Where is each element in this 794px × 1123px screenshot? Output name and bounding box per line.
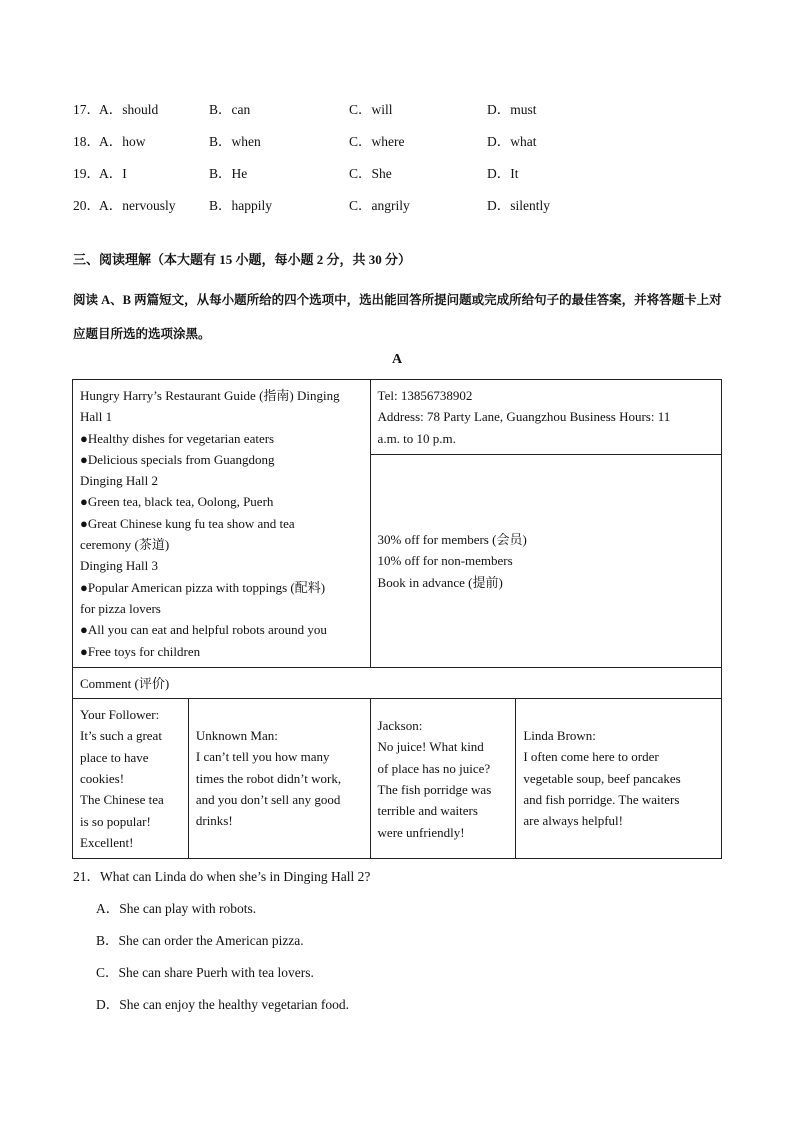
answer-c: C．She can share Puerh with tea lovers. — [96, 965, 314, 980]
comment-line: were unfriendly! — [377, 824, 465, 840]
question-number: 17． — [73, 102, 100, 117]
guide-line: ●All you can eat and helpful robots around you — [80, 622, 327, 638]
comment-line: The Chinese tea — [80, 792, 164, 808]
option-a: A．how — [99, 134, 146, 149]
comment-line: times the robot didn’t work, — [195, 770, 342, 786]
question-21: 21．What can Linda do when she’s in Dinging Hall 2? — [73, 869, 371, 884]
guide-line: Dinging Hall 2 — [80, 473, 158, 489]
guide-line: ●Green tea, black tea, Oolong, Puerh — [80, 494, 274, 510]
guide-line: ●Great Chinese kung fu tea show and tea — [80, 515, 295, 531]
comment-line: vegetable soup, beef pancakes — [523, 770, 681, 786]
option-a: A．nervously — [99, 198, 176, 213]
offer-line: 10% off for non-members — [377, 553, 513, 569]
comment-line: No juice! What kind — [377, 739, 484, 755]
guide-line: ●Free toys for children — [80, 643, 201, 659]
option-d: D．It — [487, 166, 519, 181]
comment-line: Jackson: — [377, 718, 423, 734]
comment-line: Your Follower: — [80, 707, 160, 723]
comment-jackson — [370, 699, 516, 859]
comment-line: I can’t tell you how many — [195, 749, 330, 765]
guide-line: ●Healthy dishes for vegetarian eaters — [80, 430, 275, 446]
passage-label: A — [391, 352, 403, 367]
guide-line: Dinging Hall 3 — [80, 558, 158, 574]
contact-line: a.m. to 10 p.m. — [377, 430, 456, 446]
option-d: D．must — [487, 102, 537, 117]
option-d: D．what — [487, 134, 537, 149]
question-number: 20． — [73, 198, 100, 213]
option-d: D．silently — [487, 198, 550, 213]
question-number: 18． — [73, 134, 100, 149]
guide-line: ●Popular American pizza with toppings (配料) — [80, 579, 326, 595]
comment-follower — [73, 699, 189, 859]
option-a: A．I — [99, 166, 127, 181]
comment-line: Linda Brown: — [523, 728, 596, 744]
comment-line: of place has no juice? — [377, 760, 491, 776]
guide-line: ceremony (茶道) — [80, 537, 170, 553]
answer-a: A．She can play with robots. — [96, 901, 257, 916]
contact-line: Tel: 13856738902 — [377, 388, 473, 403]
comment-line: is so popular! — [80, 813, 151, 829]
guide-halls-cell — [73, 380, 371, 668]
offer-line: 30% off for members (会员) — [377, 531, 527, 547]
question-number: 19． — [73, 166, 100, 181]
option-c: C．will — [349, 102, 393, 117]
comment-line: Unknown Man: — [195, 728, 278, 744]
restaurant-guide-table — [72, 379, 722, 859]
guide-line: for pizza lovers — [80, 600, 161, 616]
contact-cell — [370, 380, 721, 455]
section-instructions: 阅读 A、B 两篇短文，从每小题所给的四个选项中，选出能回答所提问题或完成所给句子的最佳答案，并将答题卡上对应题目所选的选项涂黑。 — [73, 293, 722, 341]
section-heading: 三、阅读理解（本大题有 15 小题，每小题 2 分，共 30 分） — [73, 252, 412, 267]
answer-d: D．She can enjoy the healthy vegetarian food. — [96, 997, 350, 1012]
option-a: A．should — [99, 102, 159, 117]
comment-linda-brown — [516, 699, 722, 859]
comment-title: Comment (评价) — [80, 675, 170, 691]
offers-cell — [370, 454, 721, 667]
option-b: B．He — [209, 166, 248, 181]
comment-line: and you don’t sell any good — [195, 792, 341, 808]
comment-line: I often come here to order — [523, 749, 659, 765]
option-b: B．can — [209, 102, 251, 117]
guide-line: Hall 1 — [80, 409, 113, 425]
option-b: B．when — [209, 134, 261, 149]
offer-line: Book in advance (提前) — [377, 574, 503, 590]
option-b: B．happily — [209, 198, 272, 213]
comment-line: and fish porridge. The waiters — [523, 792, 680, 808]
guide-line: ●Delicious specials from Guangdong — [80, 451, 275, 467]
option-c: C．angrily — [349, 198, 410, 213]
comment-line: Excellent! — [80, 834, 134, 850]
comment-unknown-man — [188, 699, 370, 859]
option-c: C．She — [349, 166, 392, 181]
comment-line: are always helpful! — [523, 813, 623, 829]
comment-line: The fish porridge was — [377, 782, 492, 798]
comment-line: terrible and waiters — [377, 803, 478, 819]
comment-line: It’s such a great — [80, 728, 162, 744]
answer-b: B．She can order the American pizza. — [96, 933, 304, 948]
comment-line: drinks! — [195, 813, 233, 829]
option-c: C．where — [349, 134, 405, 149]
comment-title-cell — [73, 667, 722, 698]
contact-line: Address: 78 Party Lane, Guangzhou Business Hours: 11 — [377, 409, 671, 425]
guide-line: Hungry Harry’s Restaurant Guide (指南) Dinging — [80, 388, 340, 403]
comment-line: cookies! — [80, 771, 125, 787]
comment-line: place to have — [80, 749, 149, 765]
